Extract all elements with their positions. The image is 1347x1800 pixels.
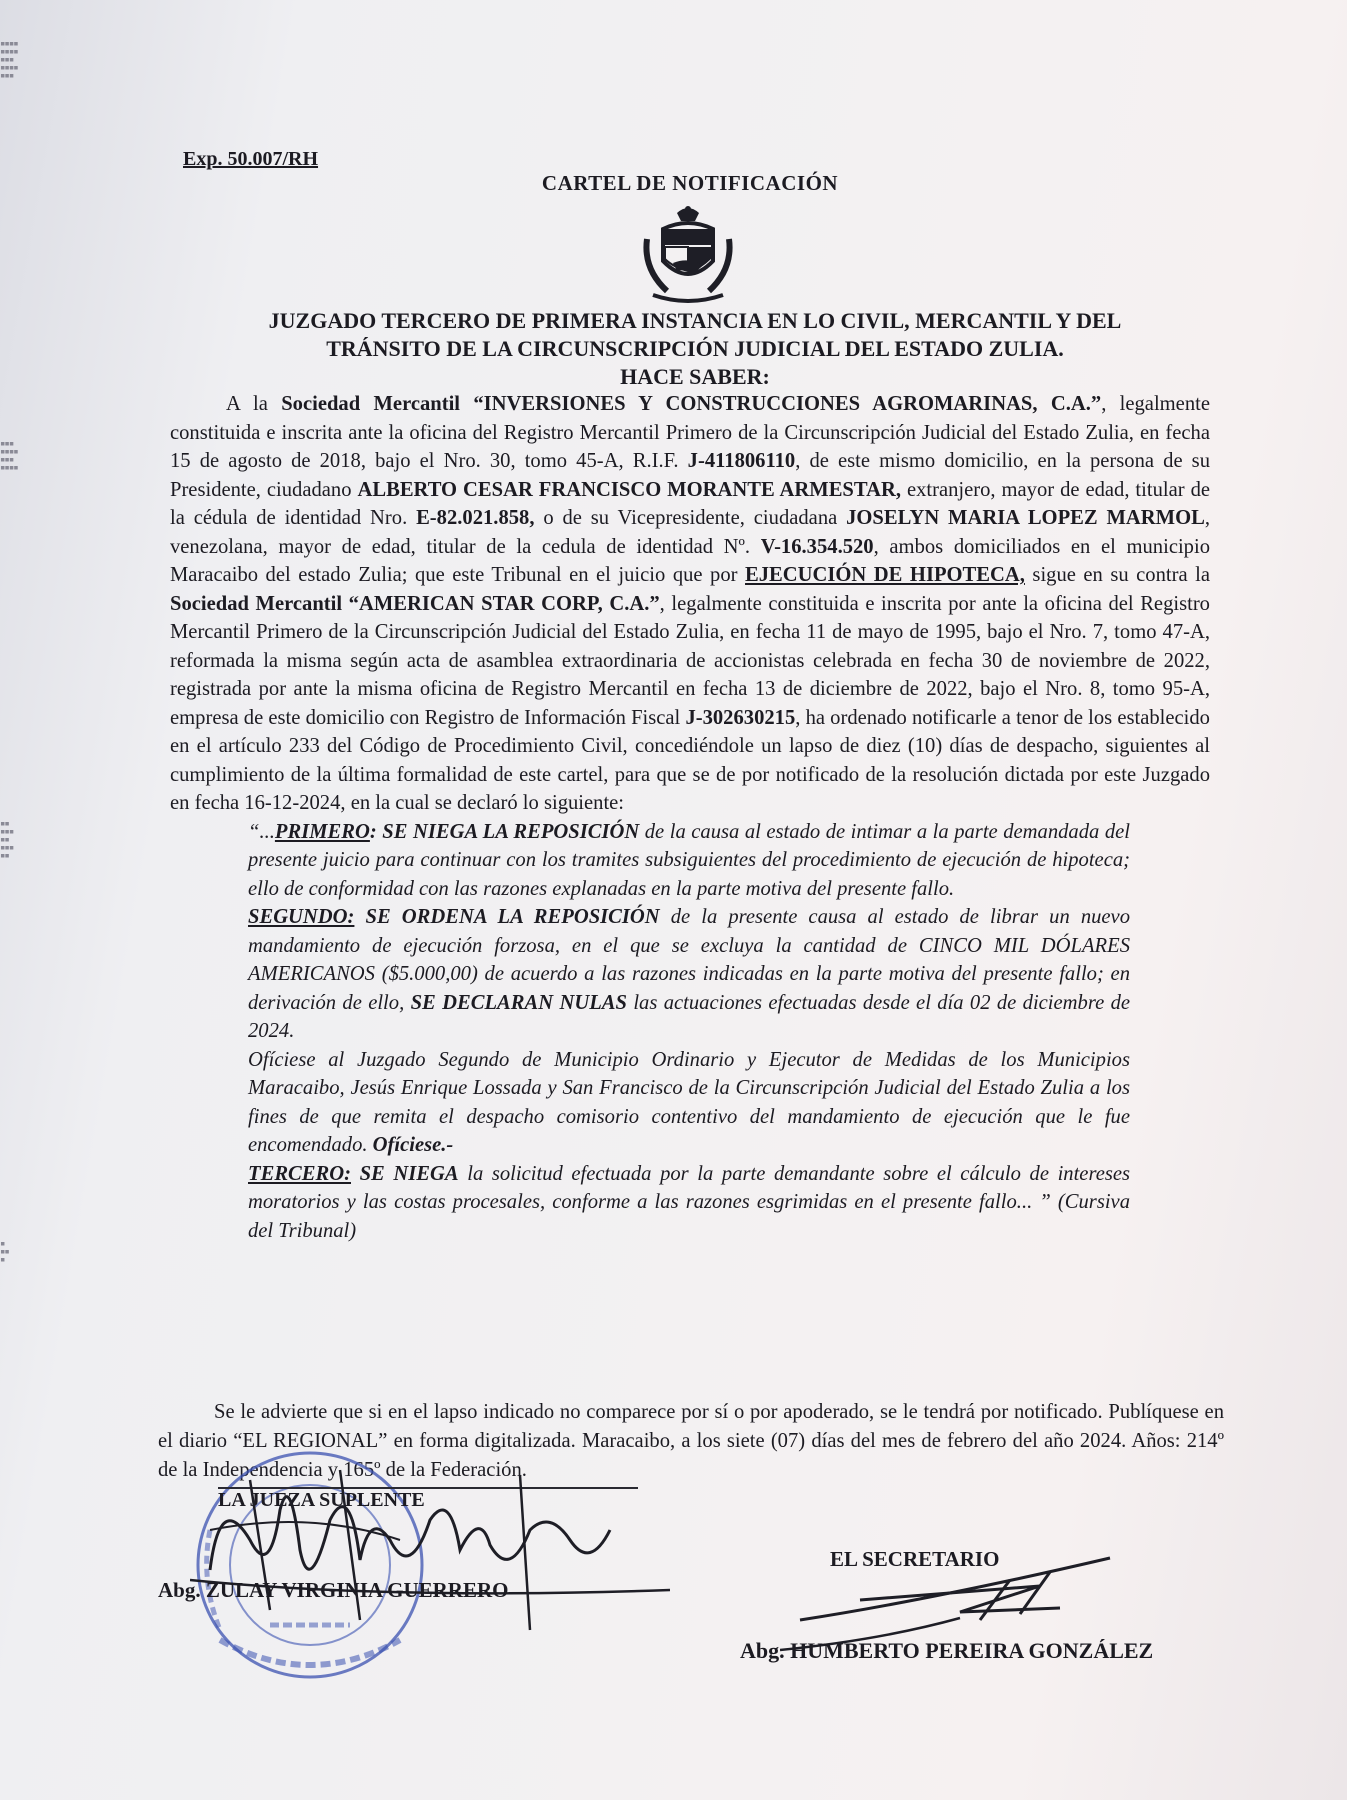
- court-line-2: TRÁNSITO DE LA CIRCUNSCRIPCIÓN JUDICIAL DEL ESTADO ZULIA.: [326, 336, 1064, 361]
- clause-emphasis: Ofíciese.-: [372, 1134, 454, 1156]
- text-run: sigue en su contra la: [1024, 564, 1210, 586]
- closing-text: Se le advierte que si en el lapso indicado no comparece por sí o por apoderado, se le tendrá por notificado. Publíquese en el diario “EL REGIONAL” en forma digitalizada. Maracaibo, a los siete (07) días del mes de febrero del año 2024. Años: 214º de la Independencia y 165º de la Federación.: [158, 1401, 1224, 1481]
- case-number: Exp. 50.007/RH: [183, 148, 319, 170]
- clause-label: PRIMERO: [274, 820, 370, 843]
- text-run: , ha ordenado notificarle a tenor de los establecido en el artículo 233 del Código de Procedimiento Civil, concediéndole un lapso de diez (10) días de despacho, siguientes al cumplimiento de la última formalidad de este cartel, para que se de por notificado de la resolución dictada por este Juzgado en fecha 16-12-2024, en la cual se declaró lo siguiente:: [170, 706, 1210, 814]
- resolution-oficiese: [248, 1046, 1130, 1160]
- resolution-primero: [248, 818, 1130, 904]
- text-run: Ofíciese al Juzgado Segundo de Municipio Ordinario y Ejecutor de Medidas de los Municipios Maracaibo, Jesús Enrique Lossada y San Francisco de la Circunscripción Judicial del Estado Zulia a los fines de que remita el despacho comisorio contentivo del mandamiento de ejecución que le fue encomendado.: [248, 1048, 1130, 1156]
- main-paragraph: [170, 390, 1210, 818]
- resolution-quote: [248, 818, 1130, 1246]
- vicepresident-id: V-16.354.520: [760, 535, 874, 558]
- court-heading: [150, 307, 1240, 391]
- notification-body: [170, 390, 1210, 1245]
- scan-edge-marks: ▪▪ ▪▪▪ ▪▪ ▪▪▪ ▪▪: [0, 819, 14, 861]
- text-run: , venezolana, mayor de edad, titular de la cedula de identidad Nº.: [170, 507, 1210, 558]
- resolution-segundo: [248, 903, 1130, 1046]
- secretary-title: EL SECRETARIO: [830, 1547, 1000, 1571]
- clause-emphasis: SE DECLARAN NULAS: [410, 991, 627, 1014]
- scan-edge-marks: ▪▪▪▪ ▪▪▪▪ ▪▪▪ ▪▪▪▪ ▪▪▪: [0, 39, 18, 81]
- text-run: de la causa al estado de intimar a la parte demandada del presente juicio para continuar con los tramites subsiguientes del procedimiento de ejecución de hipoteca; ello de conformidad con las razones explanadas en la parte motiva del presente fallo.: [248, 820, 1130, 900]
- scan-edge-marks: ▪▪▪ ▪▪▪▪ ▪▪▪ ▪▪▪▪: [0, 439, 18, 473]
- text-run: de la presente causa al estado de librar un nuevo mandamiento de ejecución forzosa, en el que se excluya la cantidad de CINCO MIL DÓLARES AMERICANOS ($5.000,00) de acuerdo a las razones indicadas en la parte motiva del presente fallo; en derivación de ello,: [248, 906, 1130, 1014]
- court-line-1: JUZGADO TERCERO DE PRIMERA INSTANCIA EN LO CIVIL, MERCANTIL Y DEL: [268, 308, 1122, 333]
- clause-label: SEGUNDO:: [248, 906, 355, 928]
- judge-signature: [190, 1450, 670, 1640]
- scan-edge-marks: ▪ ▪▪ ▪: [0, 1239, 9, 1265]
- document-title: CARTEL DE NOTIFICACIÓN: [541, 171, 839, 195]
- hace-saber: HACE SABER:: [620, 364, 770, 389]
- text-run: la solicitud efectuada por la parte demandante sobre el cálculo de intereses moratorios y las costas procesales, conforme a las razones esgrimidas en el presente fallo... ” (Cursiva del Tribunal): [248, 1162, 1131, 1242]
- clause-head: SE ORDENA LA REPOSICIÓN: [354, 906, 660, 928]
- text-run: A la: [226, 393, 282, 415]
- rif-number-1: J-411806110: [687, 450, 796, 472]
- judge-title: LA JUEZA SUPLENTE: [218, 1487, 638, 1512]
- case-type: EJECUCIÓN DE HIPOTECA,: [745, 564, 1025, 586]
- text-run: extranjero, mayor de edad, titular de la cédula de identidad Nro.: [170, 478, 1211, 529]
- text-run: , legalmente constituida e inscrita ante la oficina del Registro Mercantil Primero de la Circunscripción Judicial del Estado Zulia, en fecha 15 de agosto de 2018, bajo el Nro. 30, tomo 45-A, R.I.F.: [170, 393, 1210, 472]
- vicepresident-name: JOSELYN MARIA LOPEZ MARMOL: [846, 507, 1205, 529]
- text-run: , legalmente constituida e inscrita por ante la oficina del Registro Mercantil Primero de la Circunscripción Judicial del Estado Zulia, en fecha 11 de mayo de 1995, bajo el Nro. 7, tomo 47-A, reformada la misma según acta de asamblea extraordinaria de accionistas celebrada en fecha 30 de noviembre de 2022, registrada por ante la misma oficina de Registro Mercantil en fecha 13 de diciembre de 2022, bajo el Nro. 8, tomo 95-A, empresa de este domicilio con Registro de Información Fiscal: [170, 592, 1210, 729]
- text-run: , ambos domiciliados en el municipio Maracaibo del estado Zulia; que este Tribunal en el juicio que por: [170, 535, 1210, 586]
- secretary-name: Abg. HUMBERTO PEREIRA GONZÁLEZ: [740, 1638, 1154, 1663]
- text-run: , de este mismo domicilio, en la persona de su Presidente, ciudadano: [170, 450, 1210, 501]
- venezuela-coat-of-arms-icon: [633, 199, 743, 309]
- president-name: ALBERTO CESAR FRANCISCO MORANTE ARMESTAR,: [357, 478, 901, 501]
- president-id: E-82.021.858,: [416, 507, 535, 529]
- judge-name: Abg. ZULAY VIRGINIA GUERRERO: [158, 1578, 509, 1602]
- company-name-1: Sociedad Mercantil “INVERSIONES Y CONSTRUCCIONES AGROMARINAS, C.A.”: [281, 393, 1102, 415]
- text-run: o de su Vicepresidente, ciudadana: [534, 507, 847, 529]
- text-run: las actuaciones efectuadas desde el día 02 de diciembre de 2024.: [248, 991, 1131, 1042]
- clause-label: TERCERO:: [248, 1162, 351, 1185]
- clause-head: SE NIEGA: [351, 1162, 459, 1185]
- text-run: “...: [248, 820, 275, 843]
- company-name-2: Sociedad Mercantil “AMERICAN STAR CORP, C.A.”: [170, 592, 660, 615]
- resolution-tercero: [248, 1160, 1130, 1246]
- rif-number-2: J-302630215: [685, 706, 796, 729]
- clause-head: : SE NIEGA LA REPOSICIÓN: [369, 820, 640, 843]
